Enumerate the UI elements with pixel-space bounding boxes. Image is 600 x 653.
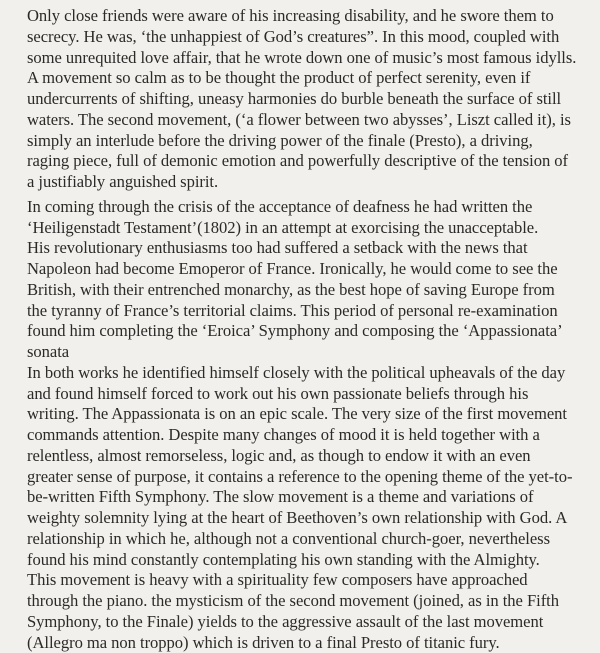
- paragraph-2: [27, 197, 586, 363]
- text-line: raging piece, full of demonic emotion and powerfully descriptive of the tension of: [27, 151, 586, 172]
- text-line: writing. The Appassionata is on an epic scale. The very size of the first movement: [27, 404, 586, 425]
- text-line: some unrequited love affair, that he wrote down one of music’s most famous idylls.: [27, 48, 586, 69]
- text-line: the tyranny of France’s territorial claims. This period of personal re-examination: [27, 301, 586, 322]
- text-line: undercurrents of shifting, uneasy harmonies do burble beneath the surface of still: [27, 89, 586, 110]
- text-line: greater sense of purpose, it contains a reference to the opening theme of the yet-to-: [27, 467, 586, 488]
- text-line: found him completing the ‘Eroica’ Symphony and composing the ‘Appassionata’: [27, 321, 586, 342]
- text-line: (Allegro ma non troppo) which is driven to a final Presto of titanic fury.: [27, 633, 586, 653]
- text-line: British, with their entrenched monarchy, as the best hope of saving Europe from: [27, 280, 586, 301]
- text-line: This movement is heavy with a spirituality few composers have approached: [27, 570, 586, 591]
- text-line: a justifiably anguished spirit.: [27, 172, 586, 193]
- text-line: In both works he identified himself closely with the political upheavals of the day: [27, 363, 586, 384]
- text-line: Napoleon had become Emoperor of France. Ironically, he would come to see the: [27, 259, 586, 280]
- text-line: relentless, almost remorseless, logic and, as though to endow it with an even: [27, 446, 586, 467]
- text-line: relationship in which he, although not a conventional church-goer, nevertheless: [27, 529, 586, 550]
- text-line: waters. The second movement, (‘a flower between two abysses’, Liszt called it), is: [27, 110, 586, 131]
- text-line: In coming through the crisis of the acceptance of deafness he had written the: [27, 197, 586, 218]
- paragraph-3: [27, 363, 586, 653]
- text-line: ‘Heiligenstadt Testament’(1802) in an attempt at exorcising the unacceptable.: [27, 218, 586, 239]
- text-line: simply an interlude before the driving power of the finale (Presto), a driving,: [27, 131, 586, 152]
- paragraph-1: [27, 6, 586, 193]
- text-line: through the piano. the mysticism of the second movement (joined, as in the Fifth: [27, 591, 586, 612]
- text-line: His revolutionary enthusiasms too had suffered a setback with the news that: [27, 238, 586, 259]
- text-line: found his mind constantly contemplating his own standing with the Almighty.: [27, 550, 586, 571]
- text-line: be-written Fifth Symphony. The slow movement is a theme and variations of: [27, 487, 586, 508]
- text-line: commands attention. Despite many changes of mood it is held together with a: [27, 425, 586, 446]
- text-line: and found himself forced to work out his own passionate beliefs through his: [27, 384, 586, 405]
- text-line: sonata: [27, 342, 586, 363]
- text-line: weighty solemnity lying at the heart of Beethoven’s own relationship with God. A: [27, 508, 586, 529]
- text-line: secrecy. He was, ‘the unhappiest of God’s creatures”. In this mood, coupled with: [27, 27, 586, 48]
- text-line: A movement so calm as to be thought the product of perfect serenity, even if: [27, 68, 586, 89]
- text-line: Symphony, to the Finale) yields to the aggressive assault of the last movement: [27, 612, 586, 633]
- text-line: Only close friends were aware of his increasing disability, and he swore them to: [27, 6, 586, 27]
